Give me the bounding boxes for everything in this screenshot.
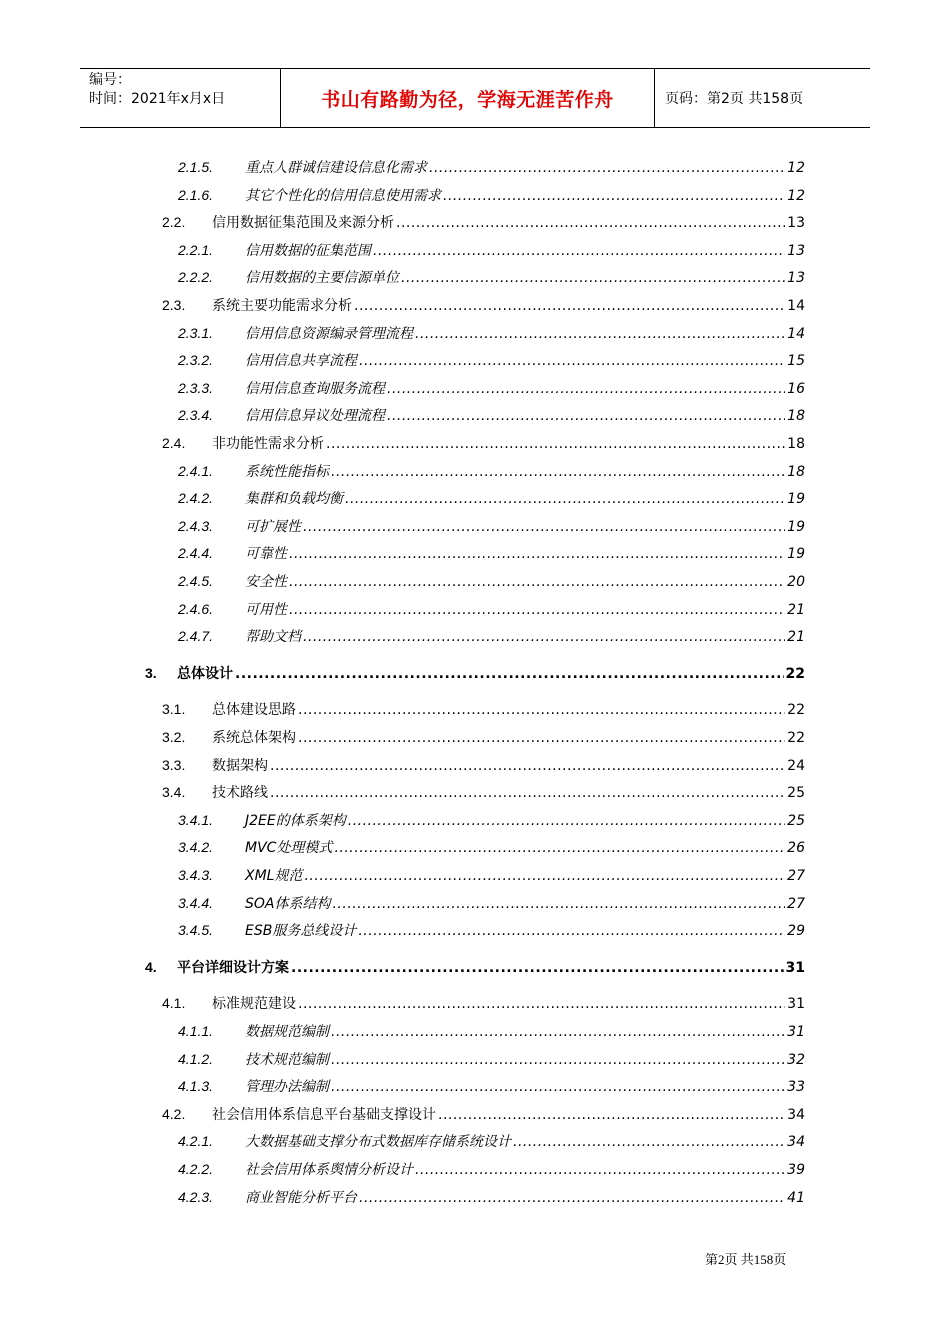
toc-entry-title: 重点人群诚信建设信息化需求 [245, 160, 427, 176]
toc-entry-number: 3. [145, 665, 157, 681]
toc-entry-number: 2.4.3. [178, 518, 214, 534]
toc-entry-page: 31 [787, 1024, 805, 1040]
toc-entry-number: 3.4.3. [178, 867, 214, 883]
toc-entry-number: 3.1. [162, 701, 186, 717]
toc-entry-title: 其它个性化的信用信息使用需求 [245, 188, 441, 204]
toc-entry[interactable] [162, 993, 805, 1015]
toc-entry-title: 可用性 [245, 602, 287, 618]
toc-entry-title: 信用数据的征集范围 [245, 243, 371, 259]
toc-entry-number: 2.2.1. [178, 242, 214, 258]
toc-entry-page: 13 [787, 243, 805, 259]
toc-entry-number: 4. [145, 959, 157, 975]
toc-entry-page: 32 [787, 1052, 805, 1068]
toc-entry-title: 总体建设思路 [212, 702, 296, 718]
toc-entry[interactable] [178, 865, 805, 887]
toc-entry-page: 22 [787, 730, 805, 746]
toc-entry[interactable] [178, 405, 805, 427]
toc-entry[interactable] [178, 516, 805, 538]
toc-entry-page: 14 [787, 326, 805, 342]
toc-leader-dots [387, 408, 785, 424]
toc-entry-number: 2.4.5. [178, 573, 214, 589]
toc-entry-title: 数据规范编制 [245, 1024, 329, 1040]
toc-leader-dots [359, 1190, 785, 1206]
toc-entry[interactable] [162, 699, 805, 721]
toc-entry-number: 4.1. [162, 995, 186, 1011]
toc-entry-title: 管理办法编制 [245, 1079, 329, 1095]
toc-entry-page: 16 [787, 381, 805, 397]
toc-entry-page: 12 [787, 188, 805, 204]
toc-entry-title: 可靠性 [245, 546, 287, 562]
toc-entry-number: 2.1.6. [178, 187, 214, 203]
serial-label: 编号： [89, 72, 131, 88]
toc-entry-title: 安全性 [245, 574, 287, 590]
toc-entry[interactable] [178, 185, 805, 207]
toc-leader-dots [298, 730, 785, 746]
toc-entry-title: 系统主要功能需求分析 [212, 298, 352, 314]
toc-entry-page: 18 [787, 408, 805, 424]
toc-entry[interactable] [178, 350, 805, 372]
toc-leader-dots [359, 353, 785, 369]
toc-entry[interactable] [145, 663, 805, 685]
toc-entry-number: 4.2.1. [178, 1133, 214, 1149]
toc-entry-number: 2.4.7. [178, 628, 214, 644]
toc-leader-dots [291, 960, 784, 976]
toc-entry-number: 3.4.1. [178, 812, 214, 828]
toc-entry-page: 14 [787, 298, 805, 314]
header-meta-cell [80, 69, 281, 127]
toc-entry-page: 22 [787, 702, 805, 718]
toc-entry-title: 信用信息共享流程 [245, 353, 357, 369]
toc-leader-dots [270, 758, 785, 774]
toc-entry-page: 29 [787, 923, 805, 939]
toc-entry-number: 2.3.1. [178, 325, 214, 341]
toc-entry-number: 3.4.5. [178, 922, 214, 938]
toc-leader-dots [298, 702, 785, 718]
toc-entry-number: 2.3.3. [178, 380, 214, 396]
toc-entry[interactable] [178, 378, 805, 400]
toc-leader-dots [289, 546, 785, 562]
toc-entry-title: 平台详细设计方案 [177, 960, 289, 976]
toc-entry-page: 21 [787, 602, 805, 618]
toc-entry-number: 2.4. [162, 435, 186, 451]
toc-entry-page: 19 [787, 546, 805, 562]
toc-entry[interactable] [178, 240, 805, 262]
toc-entry-page: 27 [787, 868, 805, 884]
toc-entry-title: 非功能性需求分析 [212, 436, 324, 452]
toc-entry-page: 12 [787, 160, 805, 176]
toc-entry-title: 帮助文档 [245, 629, 301, 645]
toc-entry-title: 商业智能分析平台 [245, 1190, 357, 1206]
toc-leader-dots [387, 381, 785, 397]
toc-entry[interactable] [178, 571, 805, 593]
toc-entry-page: 20 [787, 574, 805, 590]
toc-entry[interactable] [178, 461, 805, 483]
motto-text: 书山有路勤为径，学海无涯苦作舟 [321, 88, 614, 111]
toc-entry-number: 4.1.1. [178, 1023, 214, 1039]
page-footer [705, 1249, 786, 1268]
toc-entry-title: 可扩展性 [245, 519, 301, 535]
toc-entry[interactable] [178, 837, 805, 859]
toc-leader-dots [513, 1134, 785, 1150]
toc-entry[interactable] [178, 323, 805, 345]
toc-entry-title: 数据架构 [212, 758, 268, 774]
toc-entry-title: 信用信息资源编录管理流程 [245, 326, 413, 342]
toc-entry-number: 4.2. [162, 1106, 186, 1122]
toc-entry-title: 信用信息查询服务流程 [245, 381, 385, 397]
toc-leader-dots [401, 270, 785, 286]
toc-entry-page: 34 [787, 1107, 805, 1123]
toc-entry-title: ESB服务总线设计 [245, 923, 357, 939]
toc-leader-dots [358, 923, 785, 939]
toc-entry[interactable] [162, 727, 805, 749]
toc-entry-title: 社会信用体系舆情分析设计 [245, 1162, 413, 1178]
toc-entry[interactable] [145, 957, 805, 979]
toc-entry[interactable] [178, 1159, 805, 1181]
header-page-label: 页码：第2页 共158页 [665, 91, 804, 107]
toc-entry-page: 25 [787, 785, 805, 801]
toc-entry-page: 27 [787, 896, 805, 912]
toc-entry-title: 大数据基础支撑分布式数据库存储系统设计 [245, 1134, 511, 1150]
toc-leader-dots [354, 298, 785, 314]
toc-leader-dots [235, 666, 784, 682]
toc-leader-dots [270, 785, 785, 801]
toc-entry-number: 2.1.5. [178, 159, 214, 175]
toc-leader-dots [396, 215, 785, 231]
toc-entry-title: MVC处理模式 [245, 840, 333, 856]
toc-entry-title: 技术规范编制 [245, 1052, 329, 1068]
toc-entry-number: 4.1.2. [178, 1051, 214, 1067]
toc-entry[interactable] [178, 1131, 805, 1153]
toc-entry-number: 3.4.4. [178, 895, 214, 911]
toc-entry-page: 31 [787, 996, 805, 1012]
toc-entry-page: 31 [785, 960, 805, 976]
toc-entry[interactable] [178, 267, 805, 289]
toc-entry-page: 26 [787, 840, 805, 856]
toc-leader-dots [331, 1052, 785, 1068]
toc-leader-dots [304, 868, 785, 884]
toc-entry-title: 社会信用体系信息平台基础支撑设计 [212, 1107, 436, 1123]
toc-entry-title: XML规范 [245, 868, 303, 884]
toc-entry-title: 总体设计 [177, 666, 233, 682]
toc-entry[interactable] [178, 1076, 805, 1098]
toc-entry[interactable] [178, 626, 805, 648]
toc-entry-page: 13 [787, 270, 805, 286]
toc-entry-number: 2.3.4. [178, 407, 214, 423]
toc-entry-page: 33 [787, 1079, 805, 1095]
toc-entry-page: 24 [787, 758, 805, 774]
toc-leader-dots [326, 436, 785, 452]
toc-entry-number: 3.2. [162, 729, 186, 745]
toc-entry-page: 41 [787, 1190, 805, 1206]
toc-entry-page: 19 [787, 491, 805, 507]
toc-entry-number: 2.3.2. [178, 352, 214, 368]
toc-entry-number: 3.4. [162, 784, 186, 800]
footer-page-text: 第2页 共158页 [705, 1252, 787, 1267]
toc-entry[interactable] [178, 157, 805, 179]
toc-leader-dots [443, 188, 785, 204]
toc-entry-number: 4.1.3. [178, 1078, 214, 1094]
toc-leader-dots [415, 1162, 785, 1178]
toc-entry-page: 22 [785, 666, 805, 682]
toc-entry-page: 19 [787, 519, 805, 535]
toc-entry[interactable] [178, 920, 805, 942]
toc-leader-dots [332, 896, 785, 912]
toc-entry-number: 4.2.3. [178, 1189, 214, 1205]
toc-entry[interactable] [162, 212, 805, 234]
toc-entry-number: 2.4.4. [178, 545, 214, 561]
toc-entry-page: 21 [787, 629, 805, 645]
toc-entry[interactable] [162, 755, 805, 777]
toc-leader-dots [298, 996, 785, 1012]
toc-entry-number: 2.3. [162, 297, 186, 313]
toc-entry-title: 系统总体架构 [212, 730, 296, 746]
toc-entry-number: 3.3. [162, 757, 186, 773]
toc-entry[interactable] [178, 488, 805, 510]
toc-leader-dots [289, 602, 785, 618]
toc-entry-page: 13 [787, 215, 805, 231]
toc-entry-page: 39 [787, 1162, 805, 1178]
toc-entry[interactable] [178, 1021, 805, 1043]
toc-entry-page: 18 [787, 436, 805, 452]
toc-leader-dots [415, 326, 785, 342]
page-header [80, 68, 870, 128]
toc-leader-dots [331, 1024, 785, 1040]
toc-entry-page: 34 [787, 1134, 805, 1150]
toc-entry[interactable] [178, 1049, 805, 1071]
toc-leader-dots [438, 1107, 785, 1123]
toc-entry-title: 集群和负载均衡 [245, 491, 343, 507]
header-page-cell [655, 69, 870, 127]
toc-entry[interactable] [178, 543, 805, 565]
toc-entry-title: 技术路线 [212, 785, 268, 801]
toc-leader-dots [348, 813, 785, 829]
toc-entry[interactable] [162, 1104, 805, 1126]
toc-leader-dots [331, 1079, 785, 1095]
toc-entry-number: 2.4.6. [178, 601, 214, 617]
toc-leader-dots [334, 840, 785, 856]
toc-entry-number: 2.4.2. [178, 490, 214, 506]
toc-entry[interactable] [162, 782, 805, 804]
toc-entry[interactable] [162, 295, 805, 317]
toc-entry-title: 标准规范建设 [212, 996, 296, 1012]
toc-entry-page: 15 [787, 353, 805, 369]
time-label: 时间：2021年x月x日 [89, 91, 226, 107]
toc-leader-dots [429, 160, 785, 176]
toc-entry-number: 3.4.2. [178, 839, 214, 855]
toc-leader-dots [303, 629, 785, 645]
toc-entry-title: SOA体系结构 [245, 896, 331, 912]
toc-entry[interactable] [178, 810, 805, 832]
toc-entry-page: 18 [787, 464, 805, 480]
toc-entry[interactable] [178, 893, 805, 915]
toc-entry-number: 2.2.2. [178, 269, 214, 285]
toc-entry-number: 2.4.1. [178, 463, 214, 479]
toc-leader-dots [289, 574, 785, 590]
toc-entry[interactable] [178, 599, 805, 621]
toc-entry-title: J2EE的体系架构 [245, 813, 346, 829]
toc-leader-dots [373, 243, 785, 259]
toc-leader-dots [345, 491, 785, 507]
toc-entry-page: 25 [787, 813, 805, 829]
toc-entry-title: 信用数据的主要信源单位 [245, 270, 399, 286]
toc-entry-title: 信用信息异议处理流程 [245, 408, 385, 424]
toc-leader-dots [303, 519, 785, 535]
toc-entry[interactable] [162, 433, 805, 455]
toc-leader-dots [331, 464, 785, 480]
header-motto-cell [281, 69, 655, 127]
toc-entry-title: 信用数据征集范围及来源分析 [212, 215, 394, 231]
toc-entry-number: 2.2. [162, 214, 186, 230]
toc-entry-number: 4.2.2. [178, 1161, 214, 1177]
toc-entry[interactable] [178, 1187, 805, 1209]
toc-entry-title: 系统性能指标 [245, 464, 329, 480]
